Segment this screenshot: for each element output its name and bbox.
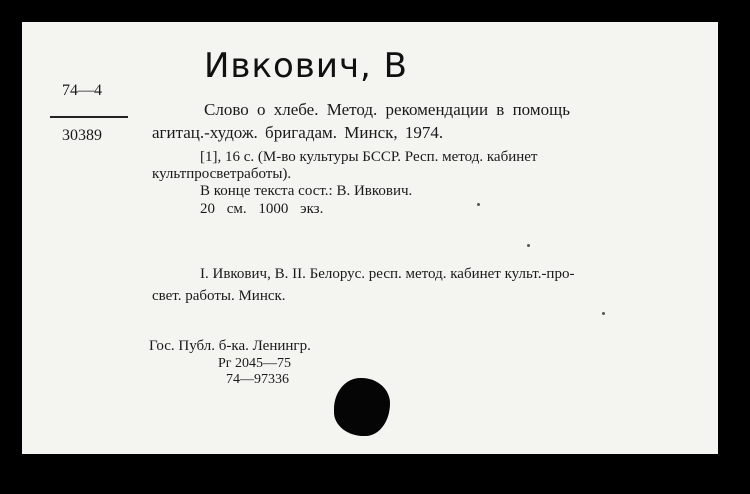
- register-number-2: 74—97336: [226, 372, 289, 387]
- call-number-top: 74—4: [62, 82, 102, 99]
- call-number-bottom: 30389: [62, 127, 102, 144]
- speck: [602, 312, 605, 315]
- speck: [527, 244, 530, 247]
- handwritten-author: Ивкович, В: [204, 46, 408, 86]
- speck: [477, 203, 480, 206]
- pages-line-2: культпросветработы).: [152, 166, 292, 182]
- ink-blot: [334, 378, 390, 436]
- size-edition: 20 см. 1000 экз.: [200, 201, 324, 217]
- register-number-1: Рг 2045—75: [218, 356, 292, 371]
- title-line-2: агитац.-худож. бригадам. Минск, 1974.: [152, 123, 444, 142]
- compiler-note: В конце текста сост.: В. Ивкович.: [200, 183, 413, 199]
- catalog-card: [22, 22, 718, 454]
- title-line-1: Слово о хлебе. Метод. рекомендации в помощь: [204, 100, 570, 119]
- pages-line-1: [1], 16 с. (М-во культуры БССР. Респ. метод. кабинет: [200, 149, 538, 165]
- library-stamp: Гос. Публ. б-ка. Ленингр.: [149, 338, 311, 354]
- call-number-divider: [50, 116, 128, 118]
- tracing-line-1: I. Ивкович, В. II. Белорус. респ. метод. кабинет культ.-про-: [200, 266, 575, 282]
- tracing-line-2: свет. работы. Минск.: [152, 288, 286, 304]
